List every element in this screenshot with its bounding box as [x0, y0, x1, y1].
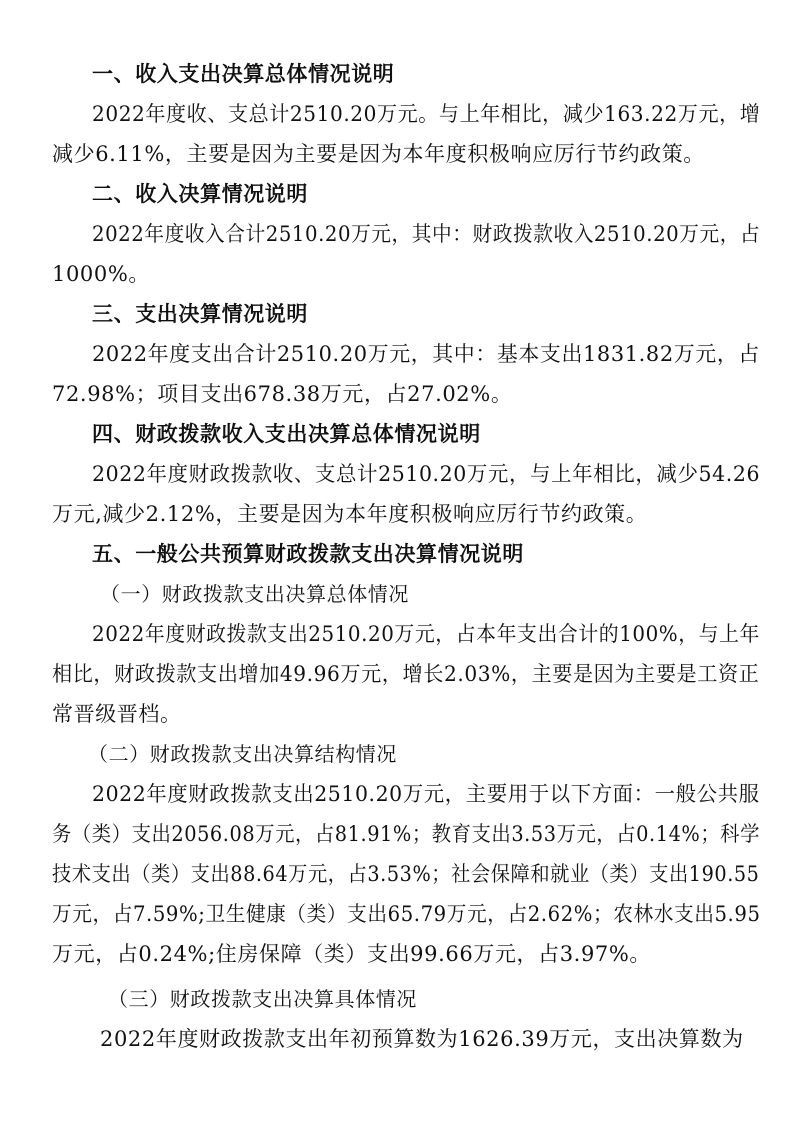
- section-2-line-2: 1000%。: [52, 262, 150, 286]
- section-5-sub-2-line-3: 技术支出（类）支出88.64万元，占3.53%；社会保障和就业（类）支出190.55: [52, 862, 760, 886]
- section-4-heading: 四、财政拨款收入支出决算总体情况说明: [92, 422, 481, 446]
- section-5-sub-2-heading: （二）财政拨款支出决算结构情况: [88, 742, 397, 766]
- section-2-line-1: 2022年度收入合计2510.20万元，其中：财政拨款收入2510.20万元，占: [92, 222, 761, 246]
- section-3-heading: 三、支出决算情况说明: [92, 302, 308, 326]
- section-5-heading: 五、一般公共预算财政拨款支出决算情况说明: [92, 542, 524, 566]
- section-4-line-1: 2022年度财政拨款收、支总计2510.20万元，与上年相比，减少54.26: [92, 462, 761, 486]
- section-4-line-2: 万元,减少2.12%，主要是因为本年度积极响应厉行节约政策。: [52, 502, 648, 526]
- section-2-heading: 二、收入决算情况说明: [92, 182, 308, 206]
- section-5-sub-1-line-3: 常晋级晋档。: [52, 702, 182, 726]
- section-5-sub-1-heading: （一）财政拨款支出决算总体情况: [100, 582, 409, 606]
- section-1-heading: 一、收入支出决算总体情况说明: [92, 62, 395, 86]
- section-5-sub-3-line-1: 2022年度财政拨款支出年初预算数为1626.39万元，支出决算数为: [100, 1027, 744, 1051]
- section-5-sub-2-line-5: 万元，占0.24%;住房保障（类）支出99.66万元，占3.97%。: [52, 942, 652, 966]
- section-5-sub-2-line-1: 2022年度财政拨款支出2510.20万元，主要用于以下方面：一般公共服: [92, 782, 760, 806]
- section-5-sub-2-line-2: 务（类）支出2056.08万元，占81.91%；教育支出3.53万元，占0.14%；科学: [52, 822, 761, 846]
- section-1-line-2: 减少6.11%，主要是因为主要是因为本年度积极响应厉行节约政策。: [52, 142, 705, 166]
- section-5-sub-1-line-1: 2022年度财政拨款支出2510.20万元，占本年支出合计的100%，与上年: [92, 622, 760, 646]
- section-3-line-2: 72.98%；项目支出678.38万元，占27.02%。: [52, 382, 513, 406]
- section-5-sub-3-heading: （三）财政拨款支出决算具体情况: [108, 987, 417, 1011]
- section-5-sub-2-line-4: 万元，占7.59%;卫生健康（类）支出65.79万元，占2.62%；农林水支出5.95: [52, 902, 761, 926]
- section-5-sub-1-line-2: 相比，财政拨款支出增加49.96万元，增长2.03%，主要是因为主要是工资正: [52, 662, 760, 686]
- section-3-line-1: 2022年度支出合计2510.20万元，其中：基本支出1831.82万元，占: [92, 342, 760, 366]
- section-1-line-1: 2022年度收、支总计2510.20万元。与上年相比，减少163.22万元，增: [92, 102, 761, 126]
